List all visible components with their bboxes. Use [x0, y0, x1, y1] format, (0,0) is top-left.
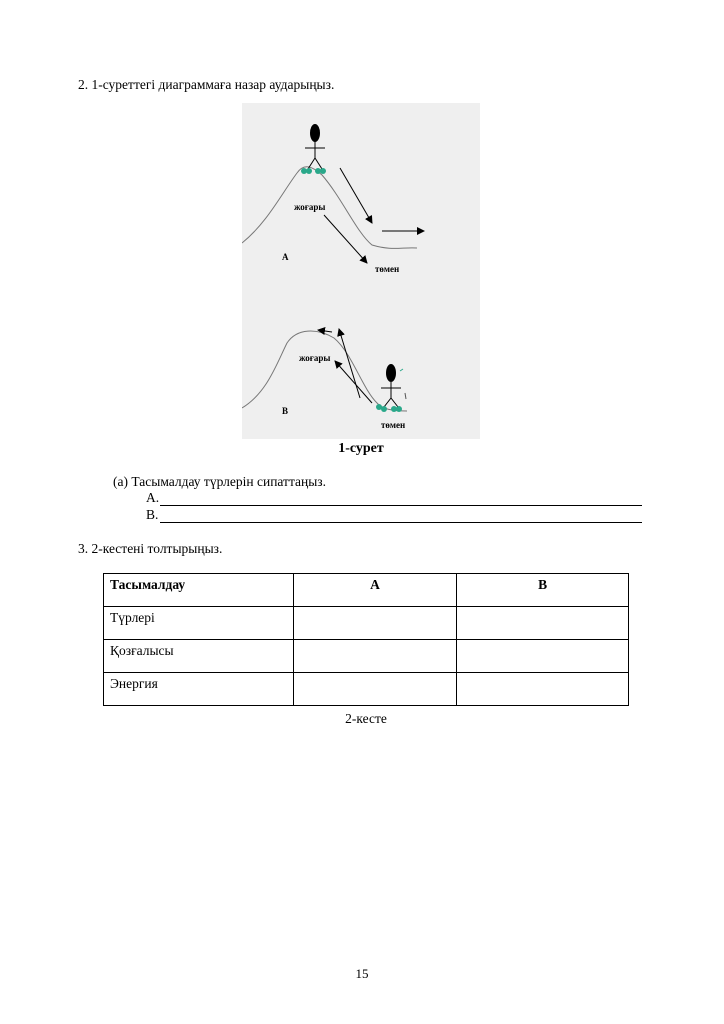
- figure-caption: 1-сурет: [338, 441, 384, 456]
- transport-table: [103, 573, 629, 706]
- hill-a-curve: [242, 167, 417, 249]
- question-3-text: 3. 2-кестені толтырыңыз.: [78, 541, 223, 556]
- arrow-b-2: [339, 329, 360, 398]
- cell-motion-a[interactable]: [293, 640, 457, 673]
- cell-energy-b[interactable]: [457, 673, 629, 706]
- answer-a-line[interactable]: [160, 505, 642, 506]
- cell-types-b[interactable]: [457, 607, 629, 640]
- row-label-energy: Энергия: [104, 673, 294, 706]
- label-a-high: жоғары: [294, 202, 326, 212]
- label-b-high: жоғары: [299, 353, 331, 363]
- answer-b-label: B.: [146, 507, 159, 522]
- beads-b: [376, 404, 402, 412]
- arrow-a-3: [324, 215, 367, 263]
- cell-motion-b[interactable]: [457, 640, 629, 673]
- answer-b-line[interactable]: [160, 522, 642, 523]
- table-row: [104, 640, 629, 673]
- arrow-b-3: [335, 361, 372, 403]
- header-a: A: [293, 574, 457, 607]
- label-b-low: төмен: [381, 420, 406, 430]
- transport-diagram: [242, 103, 480, 439]
- cell-energy-a[interactable]: [293, 673, 457, 706]
- page-number: 15: [355, 966, 369, 981]
- table-row: [104, 607, 629, 640]
- answer-a-label: A.: [146, 490, 160, 505]
- arrow-a-1: [340, 168, 372, 223]
- hill-b-curve: [242, 331, 407, 411]
- table-caption: 2-кесте: [345, 711, 387, 726]
- question-2-text: 2. 1-суреттегі диаграммаға назар аударыңыз.: [78, 77, 335, 92]
- label-a: A: [282, 252, 289, 262]
- table-header-row: [104, 574, 629, 607]
- subquestion-text: (а) Тасымалдау түрлерін сипаттаңыз.: [113, 474, 327, 489]
- row-label-types: Түрлері: [104, 607, 294, 640]
- row-label-motion: Қозғалысы: [104, 640, 294, 673]
- table-row: [104, 673, 629, 706]
- header-transport: Тасымалдау: [104, 574, 294, 607]
- header-b: B: [457, 574, 629, 607]
- figure-a-head: [310, 124, 320, 142]
- cell-types-a[interactable]: [293, 607, 457, 640]
- label-b: B: [282, 406, 289, 416]
- label-a-low: төмен: [375, 264, 400, 274]
- figure-1: [242, 103, 480, 439]
- figure-b-head: [386, 364, 396, 382]
